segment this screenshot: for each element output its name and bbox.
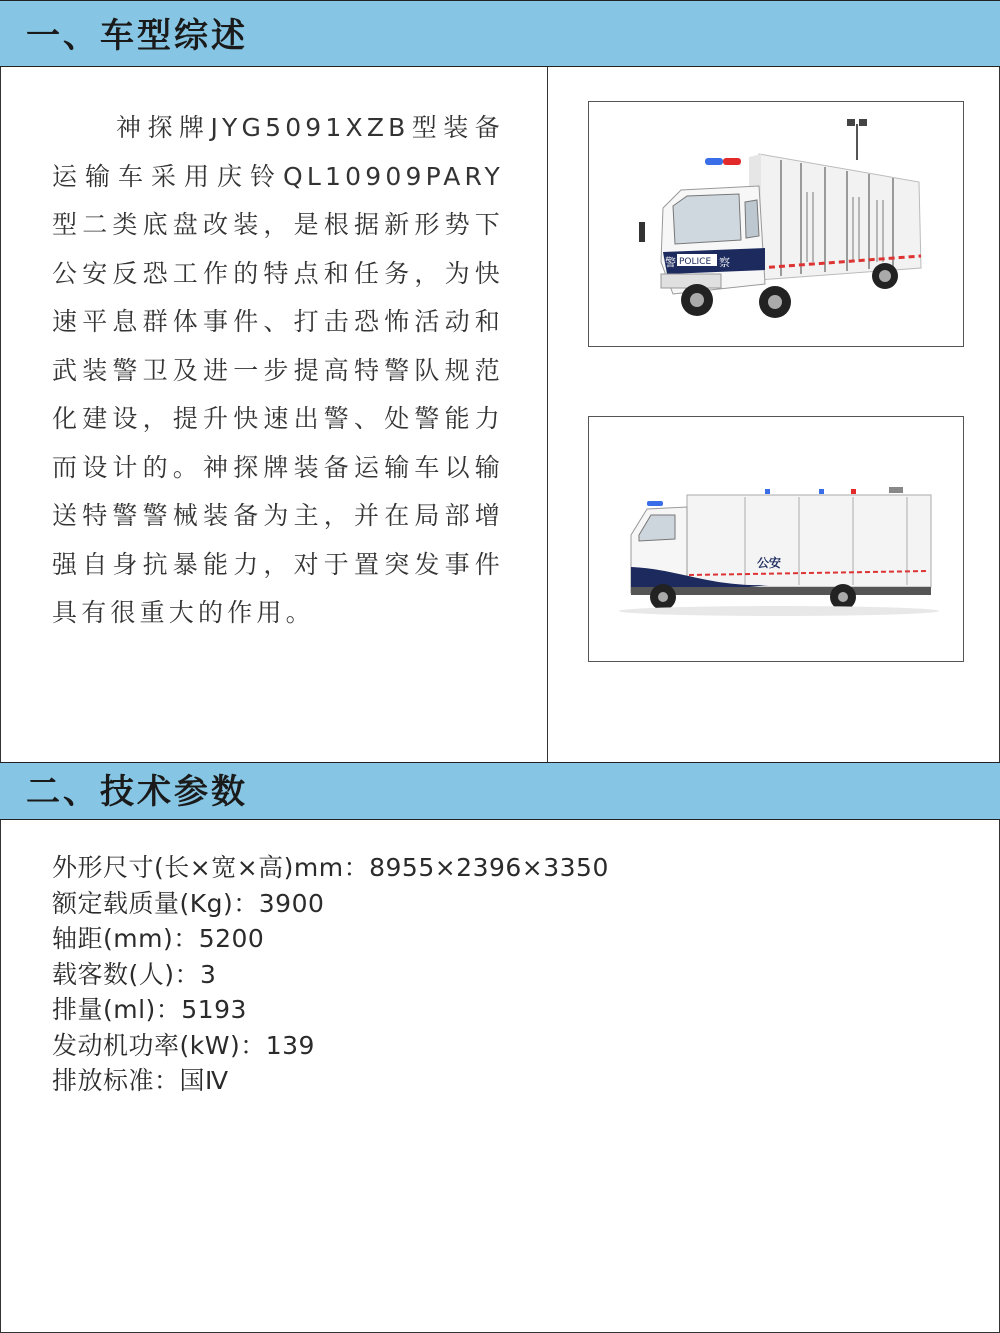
- section-title: 一、车型综述: [26, 16, 248, 56]
- section-header-specs: [0, 762, 1000, 820]
- spec-wheelbase: 轴距(mm)：5200: [52, 924, 265, 953]
- spec-rated-load: 额定载质量(Kg)：3900: [52, 888, 325, 918]
- overview-paragraph: 神探牌JYG5091XZB型装备运输车采用庆铃QL10909PARY型二类底盘改装，是根据新形势下公安反恐工作的特点和任务，为快速平息群体事件、打击恐怖活动和武装警卫及进一步提高特警队规范化建设，提升快速出警、处警能力而设计的。神探牌装备运输车以输送特警警械装备为主，并在局部增强自身抗暴能力，对于置突发事件具有很重大的作用。: [52, 113, 504, 627]
- police-text: POLICE: [679, 257, 712, 267]
- truck-side-illustration: [589, 417, 965, 663]
- truck-photo-side: [588, 416, 964, 662]
- badge-text-right: 察: [719, 256, 730, 269]
- truck-front-illustration: [589, 102, 965, 348]
- section-title: 二、技术参数: [26, 772, 248, 812]
- spec-dimensions: 外形尺寸(长×宽×高)mm：8955×2396×3350: [52, 853, 609, 882]
- badge-text-left: 警: [665, 256, 676, 269]
- spec-passengers: 载客数(人)：3: [52, 959, 217, 989]
- spec-list: [52, 850, 609, 1099]
- section-header-overview: [0, 0, 1000, 67]
- truck-photo-front: [588, 101, 964, 347]
- spec-emission-standard: 排放标准：国Ⅳ: [52, 1066, 229, 1095]
- side-text: 公安: [757, 556, 782, 570]
- spec-engine-power: 发动机功率(kW)：139: [52, 1030, 315, 1060]
- column-divider: [547, 67, 548, 762]
- spec-displacement: 排量(ml)：5193: [52, 995, 247, 1024]
